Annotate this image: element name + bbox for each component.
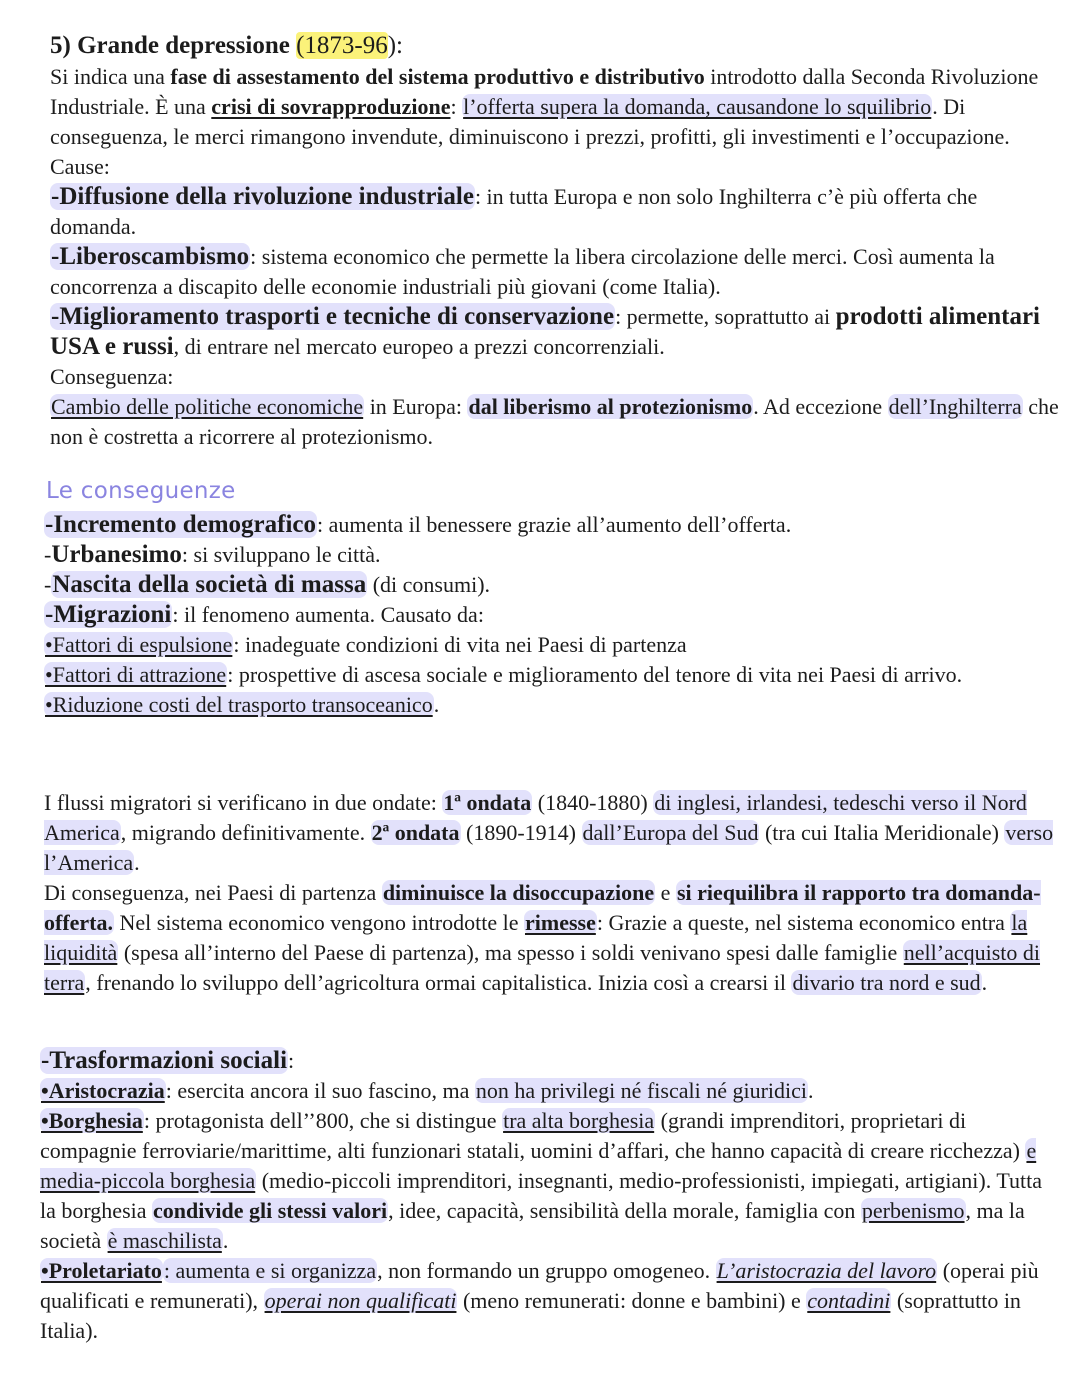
item-nascita-text: (di consumi). xyxy=(367,572,491,597)
subheading-conseguenze: Le conseguenze xyxy=(46,478,236,504)
rimesse-d: si riequilibra il rapporto tra domanda-offerta. xyxy=(44,880,1041,935)
bullet-attrazione-text: : prospettive di ascesa sociale e miglioramento del tenore di vita nei Paesi di arrivo. xyxy=(227,662,963,687)
flussi-b: 1ª ondata xyxy=(443,790,532,815)
flussi-h: dall’Europa del Sud xyxy=(582,820,759,845)
intro-e: : xyxy=(450,94,463,119)
borghesia-g: , idee, capacità, sensibilità della morale, famiglia con xyxy=(388,1198,861,1223)
rimesse-l: divario tra nord e sud xyxy=(792,970,981,995)
cons-d: . Ad eccezione xyxy=(753,394,888,419)
cause-3 xyxy=(50,302,1060,362)
borghesia-f: condivide gli stessi valori xyxy=(153,1198,388,1223)
bullet-attrazione xyxy=(44,660,1054,690)
rimesse-g: : Grazie a queste, nel sistema economico entra xyxy=(596,910,1011,935)
bullet-espulsione-label: •Fattori di espulsione xyxy=(45,632,233,657)
proletariato-e: operai non qualificati xyxy=(264,1288,457,1313)
aristocrazia-a: : esercita ancora il suo fascino, ma xyxy=(165,1078,475,1103)
intro-d: crisi di sovrapproduzione xyxy=(211,94,451,119)
consequence-label: Conseguenza: xyxy=(50,364,174,389)
aristocrazia-b: non ha privilegi né fiscali né giuridici xyxy=(475,1078,808,1103)
item-urbanesimo xyxy=(44,540,1054,570)
item-migrazioni-label: -Migrazioni xyxy=(45,601,172,628)
title-end: ): xyxy=(387,32,404,59)
bullet-riduzione xyxy=(44,690,1054,720)
borghesia-e: (medio-piccoli imprenditori, insegnanti, medio-professionisti, impiegati, artigiani). Tutta la borghesia xyxy=(40,1168,1042,1223)
proletariato-a: : aumenta e si organizza xyxy=(163,1258,377,1283)
flussi-paragraph xyxy=(44,788,1054,878)
cause-1 xyxy=(50,182,1060,242)
proletariato-g: contadini xyxy=(807,1288,891,1313)
borghesia-c: (grandi imprenditori, proprietari di compagnie ferroviarie/marittime, alti funzionari statali, uomini d’affari, che hanno capacità di creare ricchezza) xyxy=(40,1108,1026,1163)
intro-f: l’offerta supera la domanda, causandone lo squilibrio xyxy=(463,94,932,119)
borghesia-i: , ma la società xyxy=(40,1198,1025,1253)
item-aristocrazia xyxy=(40,1076,1050,1106)
flussi-j: verso l’America xyxy=(44,820,1054,875)
item-urbanesimo-dash: - xyxy=(44,542,52,567)
flussi-f: 2ª ondata xyxy=(371,820,460,845)
item-incremento-text: : aumenta il benessere grazie all’aumento dell’offerta. xyxy=(316,512,792,537)
item-proletariato xyxy=(40,1256,1050,1346)
flussi-c: (1840-1880) xyxy=(532,790,654,815)
proletariato-f: (meno remunerati: donne e bambini) e xyxy=(457,1288,807,1313)
item-migrazioni xyxy=(44,600,1054,630)
cause-2-text: : sistema economico che permette la libera circolazione delle merci. Così aumenta la concorrenza a discapito delle economie industriali più giovani (come Italia). xyxy=(50,244,995,299)
section-grande-depressione xyxy=(50,30,1060,452)
intro-b: fase di assestamento del sistema produttivo e distributivo xyxy=(170,64,705,89)
cons-f: che non è costretta a ricorrere al protezionismo. xyxy=(50,394,1059,449)
rimesse-m: . xyxy=(981,970,988,995)
item-incremento xyxy=(44,510,1054,540)
cons-e: dell’Inghilterra xyxy=(888,394,1022,419)
item-nascita xyxy=(44,570,1054,600)
borghesia-h: perbenismo xyxy=(861,1198,965,1223)
borghesia-j: è maschilista xyxy=(107,1228,222,1253)
rimesse-k: , frenando lo sviluppo dell’agricoltura ormai capitalistica. Inizia così a crearsi il xyxy=(85,970,792,995)
proletariato-h: (soprattutto in Italia). xyxy=(40,1288,1021,1343)
section-flussi xyxy=(44,788,1054,998)
aristocrazia-c: . xyxy=(808,1078,814,1103)
flussi-a: I flussi migratori si verificano in due ondate: xyxy=(44,790,443,815)
rimesse-h: la liquidità xyxy=(44,910,1028,965)
intro-g: . Di conseguenza, le merci rimangono invendute, diminuiscono i prezzi, profitti, gli investimenti e l’occupazione. Cause: xyxy=(50,94,1010,179)
item-urbanesimo-label: Urbanesimo xyxy=(51,541,182,568)
cause-1-label: -Diffusione della rivoluzione industriale xyxy=(51,183,474,210)
rimesse-a: Di conseguenza, nei Paesi di partenza xyxy=(44,880,382,905)
section-title xyxy=(50,30,1060,62)
cause-3-label: -Miglioramento trasporti e tecniche di conservazione xyxy=(51,303,615,330)
rimesse-j: nell’acquisto di terra xyxy=(44,940,1041,995)
borghesia-label: •Borghesia xyxy=(41,1108,143,1133)
bullet-espulsione xyxy=(44,630,1054,660)
section-trasformazioni xyxy=(40,1046,1050,1346)
bullet-riduzione-label: •Riduzione costi del trasporto transoceanico xyxy=(45,692,433,717)
flussi-d: di inglesi, irlandesi, tedeschi verso il Nord America xyxy=(44,790,1027,845)
bullet-espulsione-text: : inadeguate condizioni di vita nei Paesi di partenza xyxy=(233,632,687,657)
borghesia-a: : protagonista dell’’800, che si distingue xyxy=(143,1108,503,1133)
flussi-g: (1890-1914) xyxy=(460,820,582,845)
cons-a: Cambio delle politiche economiche xyxy=(51,394,364,419)
cons-b: in Europa: xyxy=(364,394,468,419)
flussi-e: , migrando definitivamente. xyxy=(120,820,371,845)
cause-2-label: -Liberoscambismo xyxy=(51,243,250,270)
proletariato-c: L’aristocrazia del lavoro xyxy=(716,1258,937,1283)
rimesse-paragraph xyxy=(44,878,1054,998)
cause-3-b: prodotti alimentari USA e russi xyxy=(50,303,1041,360)
proletariato-d: (operai più qualificati e remunerati), xyxy=(40,1258,1039,1313)
aristocrazia-label: •Aristocrazia xyxy=(41,1078,165,1103)
rimesse-b: diminuisce la disoccupazione xyxy=(382,880,655,905)
item-urbanesimo-text: : si sviluppano le città. xyxy=(181,542,381,567)
title-date: (1873-96 xyxy=(296,32,388,59)
rimesse-i: (spesa all’interno del Paese di partenza), ma spesso i soldi venivano spesi dalle famiglie xyxy=(118,940,903,965)
flussi-i: (tra cui Italia Meridionale) xyxy=(759,820,1005,845)
title-number: 5) Grande depressione xyxy=(50,32,290,59)
trasformazioni-title-end: : xyxy=(288,1048,295,1073)
intro-a: Si indica una xyxy=(50,64,171,89)
borghesia-k: . xyxy=(222,1228,229,1253)
borghesia-d: e media-piccola borghesia xyxy=(40,1138,1037,1193)
item-nascita-dash: - xyxy=(44,572,52,597)
cause-1-text: : in tutta Europa e non solo Inghilterra c’è più offerta che domanda. xyxy=(50,184,978,239)
cons-c: dal liberismo al protezionismo xyxy=(468,394,753,419)
borghesia-b: tra alta borghesia xyxy=(503,1108,655,1133)
item-nascita-label: Nascita della società di massa xyxy=(52,571,367,598)
cause-2 xyxy=(50,242,1060,302)
trasformazioni-title-text: -Trasformazioni sociali xyxy=(41,1047,288,1074)
bullet-attrazione-label: •Fattori di attrazione xyxy=(45,662,227,687)
item-migrazioni-text: : il fenomeno aumenta. Causato da: xyxy=(172,602,484,627)
flussi-k: . xyxy=(134,850,140,875)
cause-3-a: : permette, soprattutto ai xyxy=(615,304,836,329)
rimesse-c: e xyxy=(655,880,676,905)
rimesse-e: Nel sistema economico vengono introdotte le xyxy=(114,910,524,935)
consequence-text xyxy=(50,392,1060,452)
trasformazioni-title xyxy=(40,1046,1050,1076)
rimesse-f: rimesse xyxy=(524,910,596,935)
cause-3-c: , di entrare nel mercato europeo a prezzi concorrenziali. xyxy=(173,334,665,359)
section-conseguenze xyxy=(44,510,1054,720)
proletariato-label: •Proletariato xyxy=(41,1258,162,1283)
intro-paragraph xyxy=(50,62,1060,182)
item-incremento-label: -Incremento demografico xyxy=(45,511,316,538)
bullet-riduzione-text: . xyxy=(433,692,440,717)
proletariato-b: , non formando un gruppo omogeneo. xyxy=(377,1258,716,1283)
intro-c: introdotto dalla Seconda Rivoluzione Industriale. È una xyxy=(50,64,1039,119)
item-borghesia xyxy=(40,1106,1050,1256)
